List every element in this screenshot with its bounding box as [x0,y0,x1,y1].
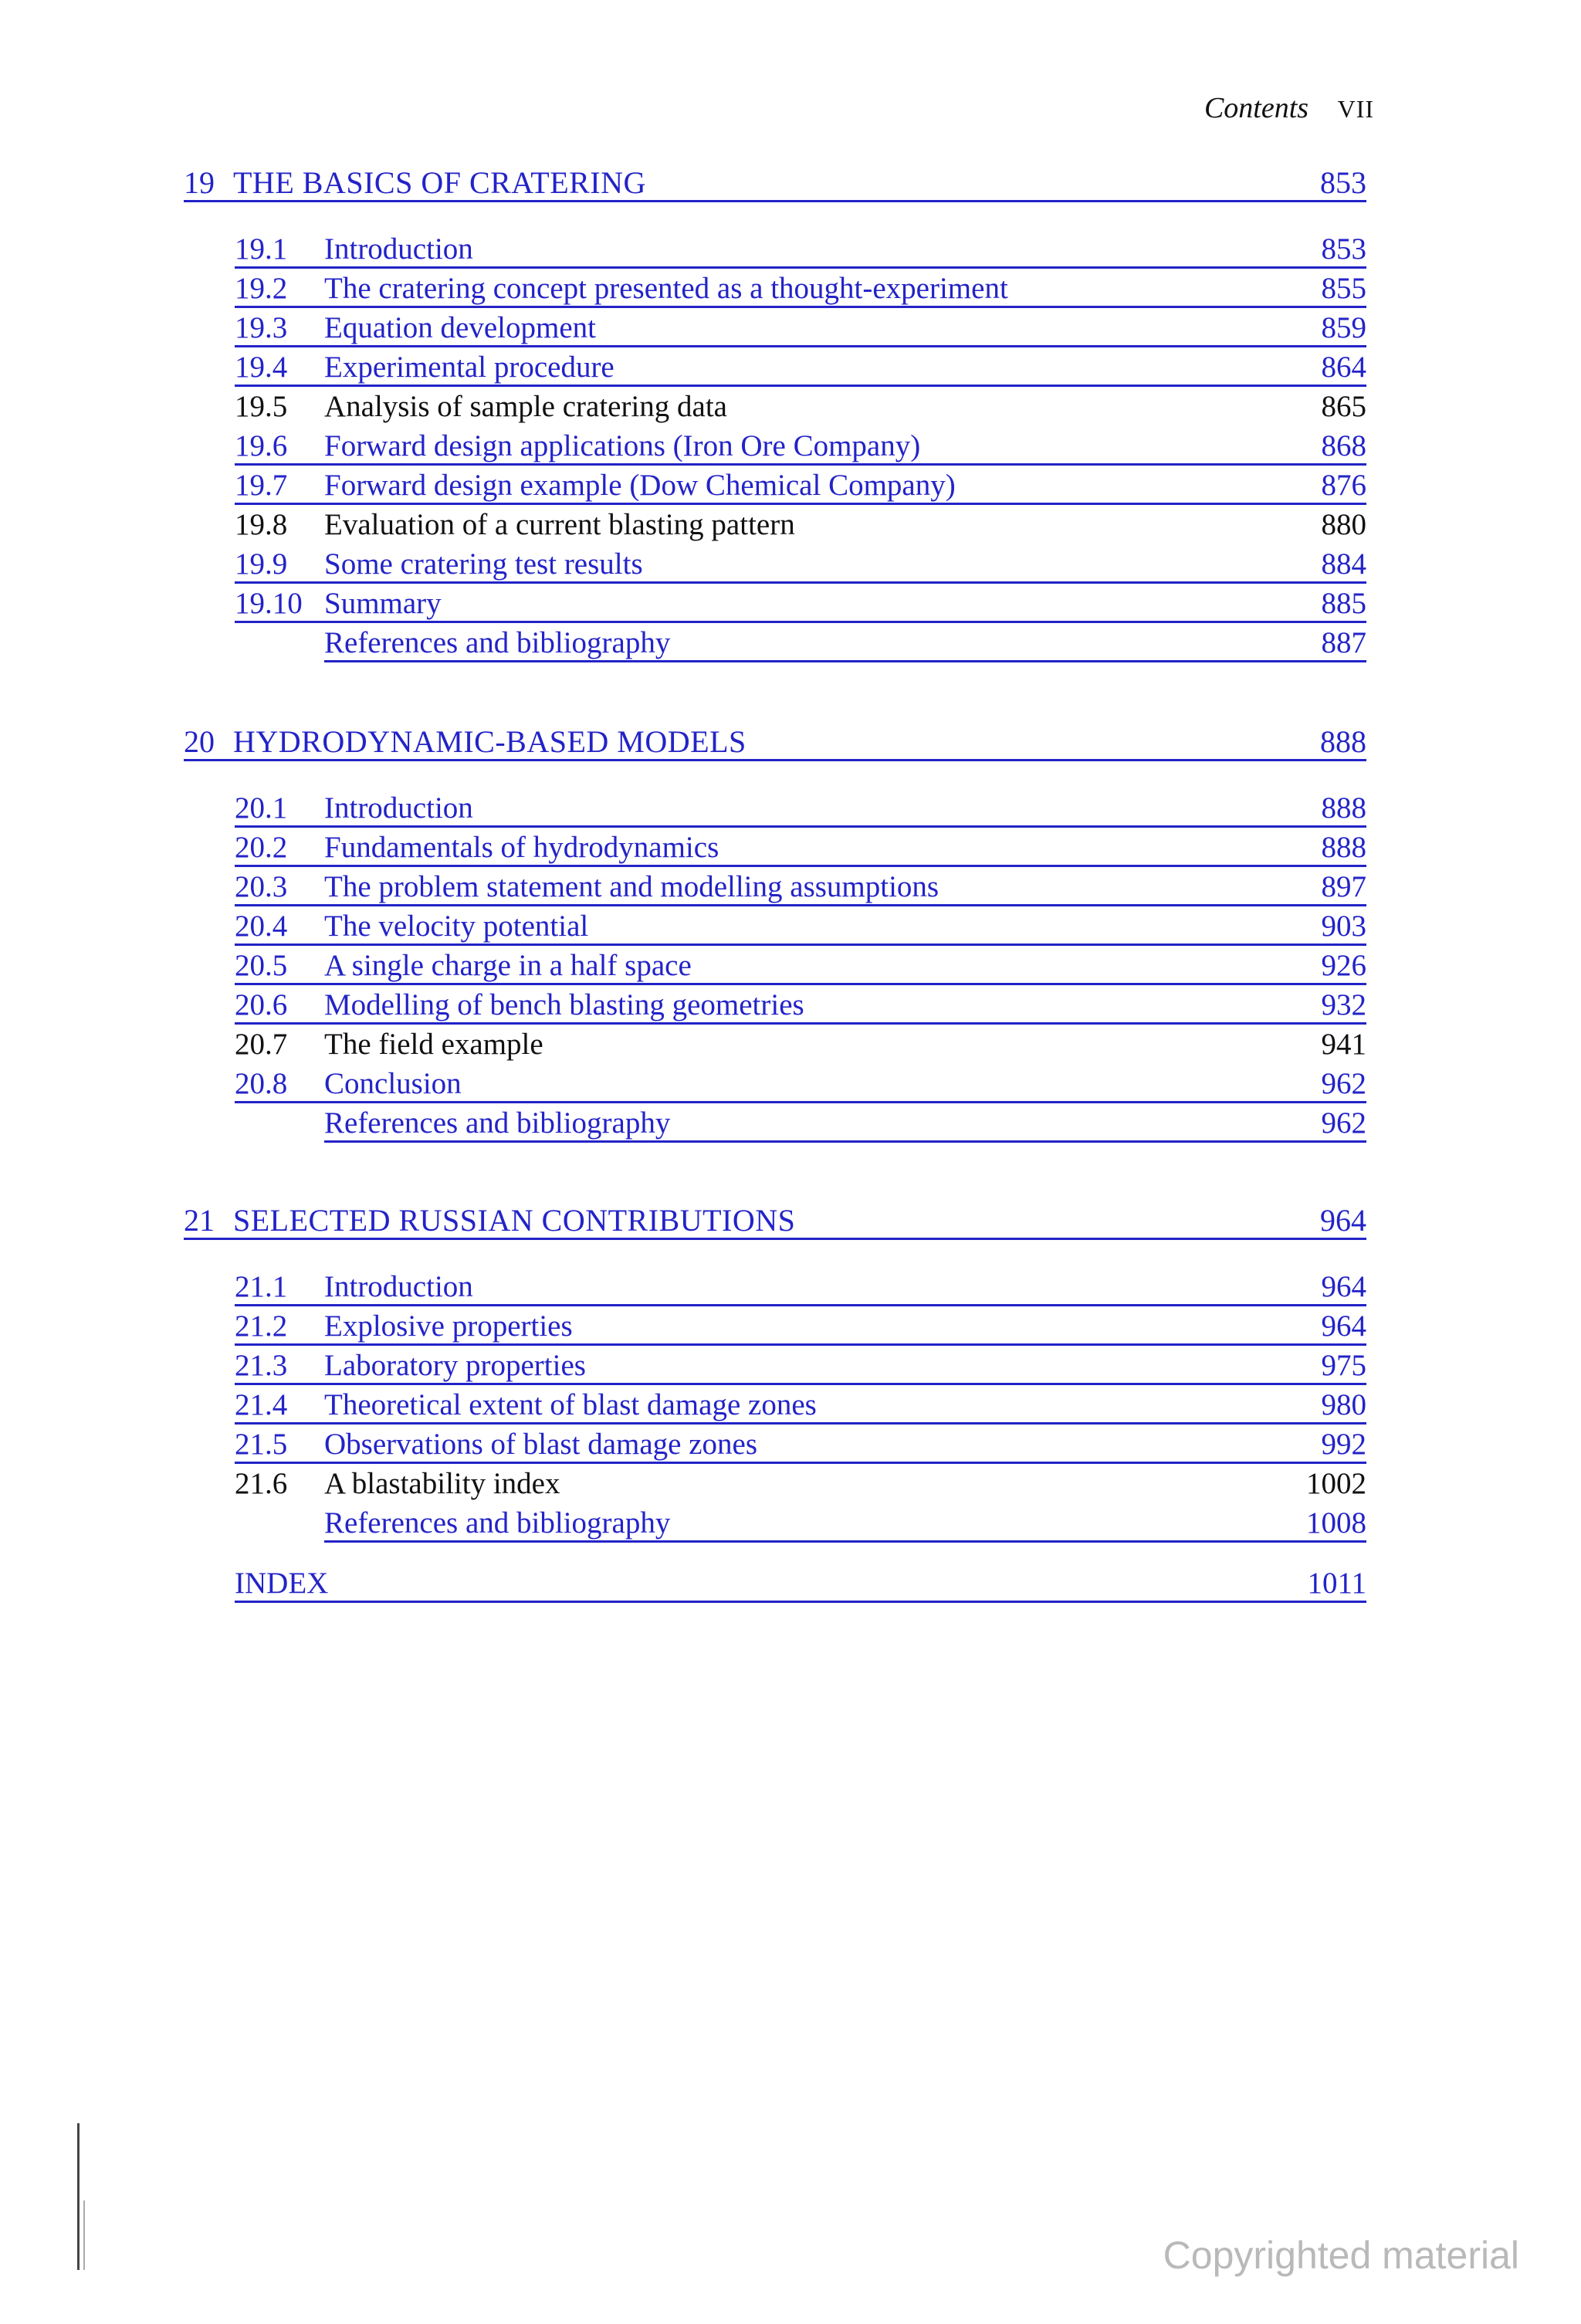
entry-page: 887 [1321,626,1366,659]
toc-entry-19-8 [235,510,1366,544]
entry-page: 884 [1321,547,1366,581]
entry-number: 19.2 [235,272,288,305]
toc-entry-19-5 [235,392,1366,426]
entry-page: 975 [1321,1349,1366,1382]
entry-page: 853 [1321,232,1366,266]
running-head [1204,91,1374,125]
toc-entry-20-3[interactable] [235,872,1366,906]
entry-page: 962 [1321,1067,1366,1100]
entry-title: Evaluation of a current blasting pattern [324,508,795,541]
entry-number: 20.8 [235,1067,288,1100]
entry-page: 964 [1321,1270,1366,1303]
entry-page: 992 [1321,1428,1366,1461]
entry-title: Summary [324,587,442,620]
entry-title: Experimental procedure [324,351,614,384]
toc-entry-21-1[interactable] [235,1272,1366,1306]
entry-number: 21.6 [235,1467,288,1500]
entry-number: 19.10 [235,587,303,620]
entry-number: 19.5 [235,390,288,423]
entry-title: Laboratory properties [324,1349,586,1382]
entry-number: 19.9 [235,547,288,581]
entry-number: 21.1 [235,1270,288,1303]
entry-title: Introduction [324,232,473,266]
entry-page: 855 [1321,272,1366,305]
entry-number: 20.7 [235,1028,288,1061]
entry-title: Explosive properties [324,1309,573,1343]
entry-page: 885 [1321,587,1366,620]
toc-entry-21-4[interactable] [235,1388,1366,1425]
entry-number: 19.6 [235,429,288,462]
chapter-19-link[interactable] [184,165,1366,202]
entry-title: Modelling of bench blasting geometries [324,988,804,1021]
entry-page: 859 [1321,311,1366,344]
entry-number: 21.3 [235,1349,288,1382]
entry-page: 868 [1321,429,1366,462]
index-page: 1011 [1307,1567,1366,1600]
toc-entry-19-4[interactable] [235,353,1366,387]
entry-title: Forward design example (Dow Chemical Company) [324,469,956,502]
chapter-page: 853 [1320,165,1366,200]
toc-entry-19-1[interactable] [235,232,1366,269]
entry-title: A single charge in a half space [324,949,692,982]
toc-entry-20-6[interactable] [235,988,1366,1025]
entry-number: 20.1 [235,791,288,825]
toc-entry-21-references[interactable] [324,1506,1366,1543]
entry-title: Forward design applications (Iron Ore Company) [324,429,921,462]
entry-number: 21.2 [235,1309,288,1343]
toc-entry-20-4[interactable] [235,912,1366,946]
copyright-watermark: Copyrighted material [1163,2234,1519,2277]
entry-page: 962 [1321,1106,1366,1140]
toc-entry-20-1[interactable] [235,791,1366,828]
entry-page: 964 [1321,1309,1366,1343]
entry-title: Introduction [324,1270,473,1303]
chapter-number: 19 [184,165,215,200]
entry-title: The cratering concept presented as a thought-experiment [324,272,1008,305]
entry-number: 19.3 [235,311,288,344]
toc-entry-19-10[interactable] [235,589,1366,623]
entry-title: Introduction [324,791,473,825]
entry-title: Theoretical extent of blast damage zones [324,1388,817,1421]
entry-title: References and bibliography [324,1106,671,1140]
toc-entry-20-2[interactable] [235,833,1366,867]
entry-title: The problem statement and modelling assumptions [324,870,939,903]
page-edge-mark [83,2200,85,2270]
entry-page: 1008 [1306,1506,1366,1540]
chapter-21-link[interactable] [184,1203,1366,1240]
entry-page: 876 [1321,469,1366,502]
chapter-number: 20 [184,724,215,759]
entry-title: Conclusion [324,1067,462,1100]
entry-page: 941 [1321,1028,1366,1061]
toc-entry-19-references[interactable] [324,628,1366,662]
entry-number: 19.1 [235,232,288,266]
entry-title: A blastability index [324,1467,560,1500]
toc-entry-20-8[interactable] [235,1069,1366,1103]
chapter-title: HYDRODYNAMIC-BASED MODELS [233,724,746,759]
toc-entry-21-5[interactable] [235,1430,1366,1464]
toc-entry-19-7[interactable] [235,471,1366,505]
entry-number: 19.4 [235,351,288,384]
entry-number: 20.6 [235,988,288,1021]
entry-title: The velocity potential [324,910,589,943]
toc-entry-20-references[interactable] [324,1106,1366,1143]
entry-page: 897 [1321,870,1366,903]
entry-title: References and bibliography [324,1506,671,1540]
toc-entry-21-6 [235,1469,1366,1503]
entry-page: 888 [1321,831,1366,864]
running-head-title: Contents [1204,92,1309,124]
toc-entry-19-2[interactable] [235,274,1366,308]
entry-title: Analysis of sample cratering data [324,390,727,423]
chapter-title: THE BASICS OF CRATERING [233,165,646,200]
index-title: INDEX [235,1567,329,1600]
toc-entry-19-9[interactable] [235,547,1366,584]
running-head-page-number: VII [1337,95,1374,123]
page-edge-mark [77,2123,80,2270]
chapter-page: 964 [1320,1203,1366,1238]
entry-title: Equation development [324,311,596,344]
chapter-title: SELECTED RUSSIAN CONTRIBUTIONS [233,1203,796,1238]
entry-title: The field example [324,1028,543,1061]
entry-number: 20.2 [235,831,288,864]
entry-number: 20.4 [235,910,288,943]
entry-page: 888 [1321,791,1366,825]
entry-page: 932 [1321,988,1366,1021]
toc-entry-19-3[interactable] [235,313,1366,347]
chapter-number: 21 [184,1203,215,1238]
toc-entry-21-2[interactable] [235,1309,1366,1346]
toc-entry-20-5[interactable] [235,951,1366,985]
toc-entry-21-3[interactable] [235,1351,1366,1385]
toc-entry-20-7 [235,1030,1366,1064]
entry-page: 880 [1321,508,1366,541]
entry-number: 19.8 [235,508,288,541]
entry-page: 864 [1321,351,1366,384]
entry-title: References and bibliography [324,626,671,659]
toc-index-link[interactable] [235,1569,1366,1603]
entry-page: 926 [1321,949,1366,982]
entry-number: 20.5 [235,949,288,982]
entry-page: 980 [1321,1388,1366,1421]
entry-page: 1002 [1306,1467,1366,1500]
entry-number: 19.7 [235,469,288,502]
chapter-page: 888 [1320,724,1366,759]
entry-title: Observations of blast damage zones [324,1428,758,1461]
entry-page: 865 [1321,390,1366,423]
entry-number: 20.3 [235,870,288,903]
entry-page: 903 [1321,910,1366,943]
toc-entry-19-6[interactable] [235,429,1366,466]
entry-title: Some cratering test results [324,547,643,581]
chapter-20-link[interactable] [184,724,1366,761]
entry-number: 21.5 [235,1428,288,1461]
entry-number: 21.4 [235,1388,288,1421]
entry-title: Fundamentals of hydrodynamics [324,831,719,864]
